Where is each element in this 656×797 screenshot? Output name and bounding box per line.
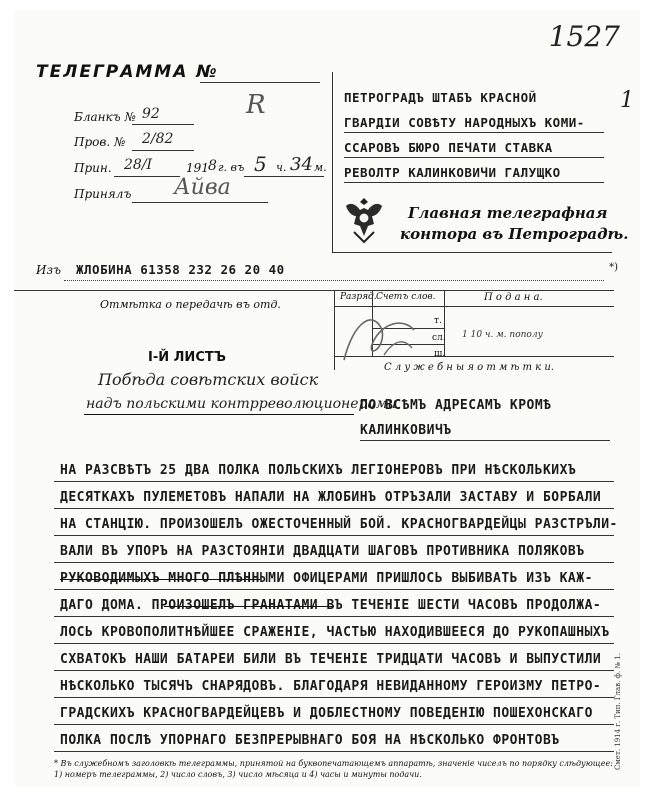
- body-line-2: ДЕСЯТКАХЪ ПУЛЕМЕТОВЪ НАПАЛИ НА ЖЛОБИНЪ ОТРЪЗАЛИ ЗАСТАВУ И БОРБАЛИ: [60, 490, 602, 505]
- transfer-note: Отмѣтка о передачѣ въ отд.: [100, 298, 281, 311]
- col-podana: П о д а н а.: [484, 292, 543, 303]
- asterisk-mark: *): [609, 262, 618, 273]
- telegram-form: [14, 10, 640, 787]
- office-line-2: контора въ Петроградѣ.: [400, 225, 629, 243]
- body-line-4: ВАЛИ ВЪ УПОРЪ НА РАЗСТОЯНІИ ДВАДЦАТИ ШАГОВЪ ПРОТИВНИКА ПОЛЯКОВЪ: [60, 544, 585, 559]
- routing-line-2: КАЛИНКОВИЧЪ: [360, 423, 452, 438]
- handwritten-scrawl-icon: [334, 300, 424, 370]
- side-print: Смет. 1914 г. Тип. Глав. ф. № 1.: [614, 653, 622, 770]
- iz-label: Изъ: [36, 263, 62, 277]
- body-line-7: ЛОСЬ КРОВОПОЛИТНѢЙШЕЕ СРАЖЕНІЕ, ЧАСТЬЮ НАХОДИВШЕЕСЯ ДО РУКОПАШНЫХЪ: [60, 625, 610, 640]
- routing-line-1: ПО ВСѢМЪ АДРЕСАМЪ КРОМѢ: [360, 398, 552, 413]
- list-label: I-Й ЛИСТЪ: [148, 350, 226, 365]
- prinyal-label: Принялъ: [74, 187, 132, 201]
- corner-mark: R: [246, 90, 266, 120]
- handwritten-line-2: надъ польскими контрреволюционерами: [86, 396, 397, 412]
- body-line-9: НѢСКОЛЬКО ТЫСЯЧЪ СНАРЯДОВЪ. БЛАГОДАРЯ НЕВИДАННОМУ ГЕРОИЗМУ ПЕТРО-: [60, 679, 602, 694]
- body-line-1: НА РАЗСВѢТЪ 25 ДВА ПОЛКА ПОЛЬСКИХЪ ЛЕГІОНЕРОВЪ ПРИ НѢСКОЛЬКИХЪ: [60, 463, 577, 478]
- row-sl: сл.: [432, 333, 446, 343]
- form-title: ТЕЛЕГРАММА №: [36, 62, 219, 82]
- prov-value: 2/82: [142, 131, 174, 147]
- right-margin-mark: 1: [620, 88, 634, 113]
- col-schet: Счетъ слов.: [376, 292, 436, 302]
- address-line-1: ПЕТРОГРАДЪ ШТАБЪ КРАСНОЙ: [344, 90, 537, 105]
- podana-values: 1 10 ч. м. пополу: [462, 330, 543, 340]
- prinyal-sign: Айва: [174, 175, 231, 200]
- blank-label: Бланкъ №: [74, 110, 136, 124]
- address-line-4: РЕВОЛТР КАЛИНКОВИЧИ ГАЛУЩКО: [344, 165, 561, 180]
- service-label: С л у ж е б н ы я о т м ѣ т к и.: [384, 362, 554, 373]
- prin-label: Прин.: [74, 161, 112, 175]
- prin-m: м.: [314, 161, 327, 174]
- iz-value: ЖЛОБИНА 61358 232 26 20 40: [76, 262, 285, 277]
- body-line-5: РУКОВОДИМЫХЪ МНОГО ПЛѢННЫМИ ОФИЦЕРАМИ ПРИШЛОСЬ ВЫБИВАТЬ ИЗЪ КАЖ-: [60, 571, 593, 586]
- body-line-10: ГРАДСКИХЪ КРАСНОГВАРДЕЙЦЕВЪ И ДОБЛЕСТНОМУ ПОВЕДЕНІЮ ПОШЕХОНСКАГО: [60, 706, 593, 721]
- blank-value: 92: [142, 106, 160, 122]
- footnote: * Въ служебномъ заголовкѣ телеграммы, принятой на буквопечатающемъ аппаратѣ, значеніе чиселъ по порядку слѣдующее: 1) номеръ телеграммы, 2) число словъ, 3) число мѣсяца и 4) часы и минуты подачи.: [54, 759, 613, 779]
- address-line-3: ССАРОВЪ БЮРО ПЕЧАТИ СТАВКА: [344, 140, 553, 155]
- prin-min: 34: [290, 154, 313, 175]
- prin-v: г. въ: [218, 161, 245, 174]
- body-line-11: ПОЛКА ПОСЛѢ УПОРНАГО БЕЗПРЕРЫВНАГО БОЯ НА НѢСКОЛЬКО ФРОНТОВЪ: [60, 733, 560, 748]
- prov-label: Пров. №: [74, 135, 126, 149]
- double-eagle-emblem-icon: [340, 192, 388, 244]
- row-t: т.: [434, 316, 442, 326]
- prin-hour: 5: [254, 152, 267, 176]
- prin-year-prefix: 191: [186, 161, 209, 175]
- handwritten-line-1: Побѣда совѣтских войск: [98, 370, 319, 389]
- col-razr: Разряд.: [340, 292, 377, 302]
- body-line-6: ДАГО ДОМА. ПРОИЗОШЕЛЪ ГРАНАТАМИ ВЪ ТЕЧЕНІЕ ШЕСТИ ЧАСОВЪ ПРОДОЛЖА-: [60, 598, 602, 613]
- office-line-1: Главная телеграфная: [408, 204, 608, 222]
- body-line-8: СХВАТОКЪ НАШИ БАТАРЕИ БИЛИ ВЪ ТЕЧЕНІЕ ТРИДЦАТИ ЧАСОВЪ И ВЫПУСТИЛИ: [60, 652, 602, 667]
- prin-date: 28/I: [124, 157, 153, 173]
- body-line-3: НА СТАНЦІЮ. ПРОИЗОШЕЛЪ ОЖЕСТОЧЕННЫЙ БОЙ. КРАСНОГВАРДЕЙЦЫ РАЗСТРЪЛИ-: [60, 517, 618, 532]
- prin-year-suffix: 8: [208, 158, 217, 174]
- row-sh: ш.: [434, 349, 446, 359]
- address-line-2: ГВАРДІИ СОВѢТУ НАРОДНЫХЪ КОМИ-: [344, 115, 585, 130]
- sheet-number: 1527: [548, 20, 620, 53]
- prin-ch: ч.: [276, 161, 287, 174]
